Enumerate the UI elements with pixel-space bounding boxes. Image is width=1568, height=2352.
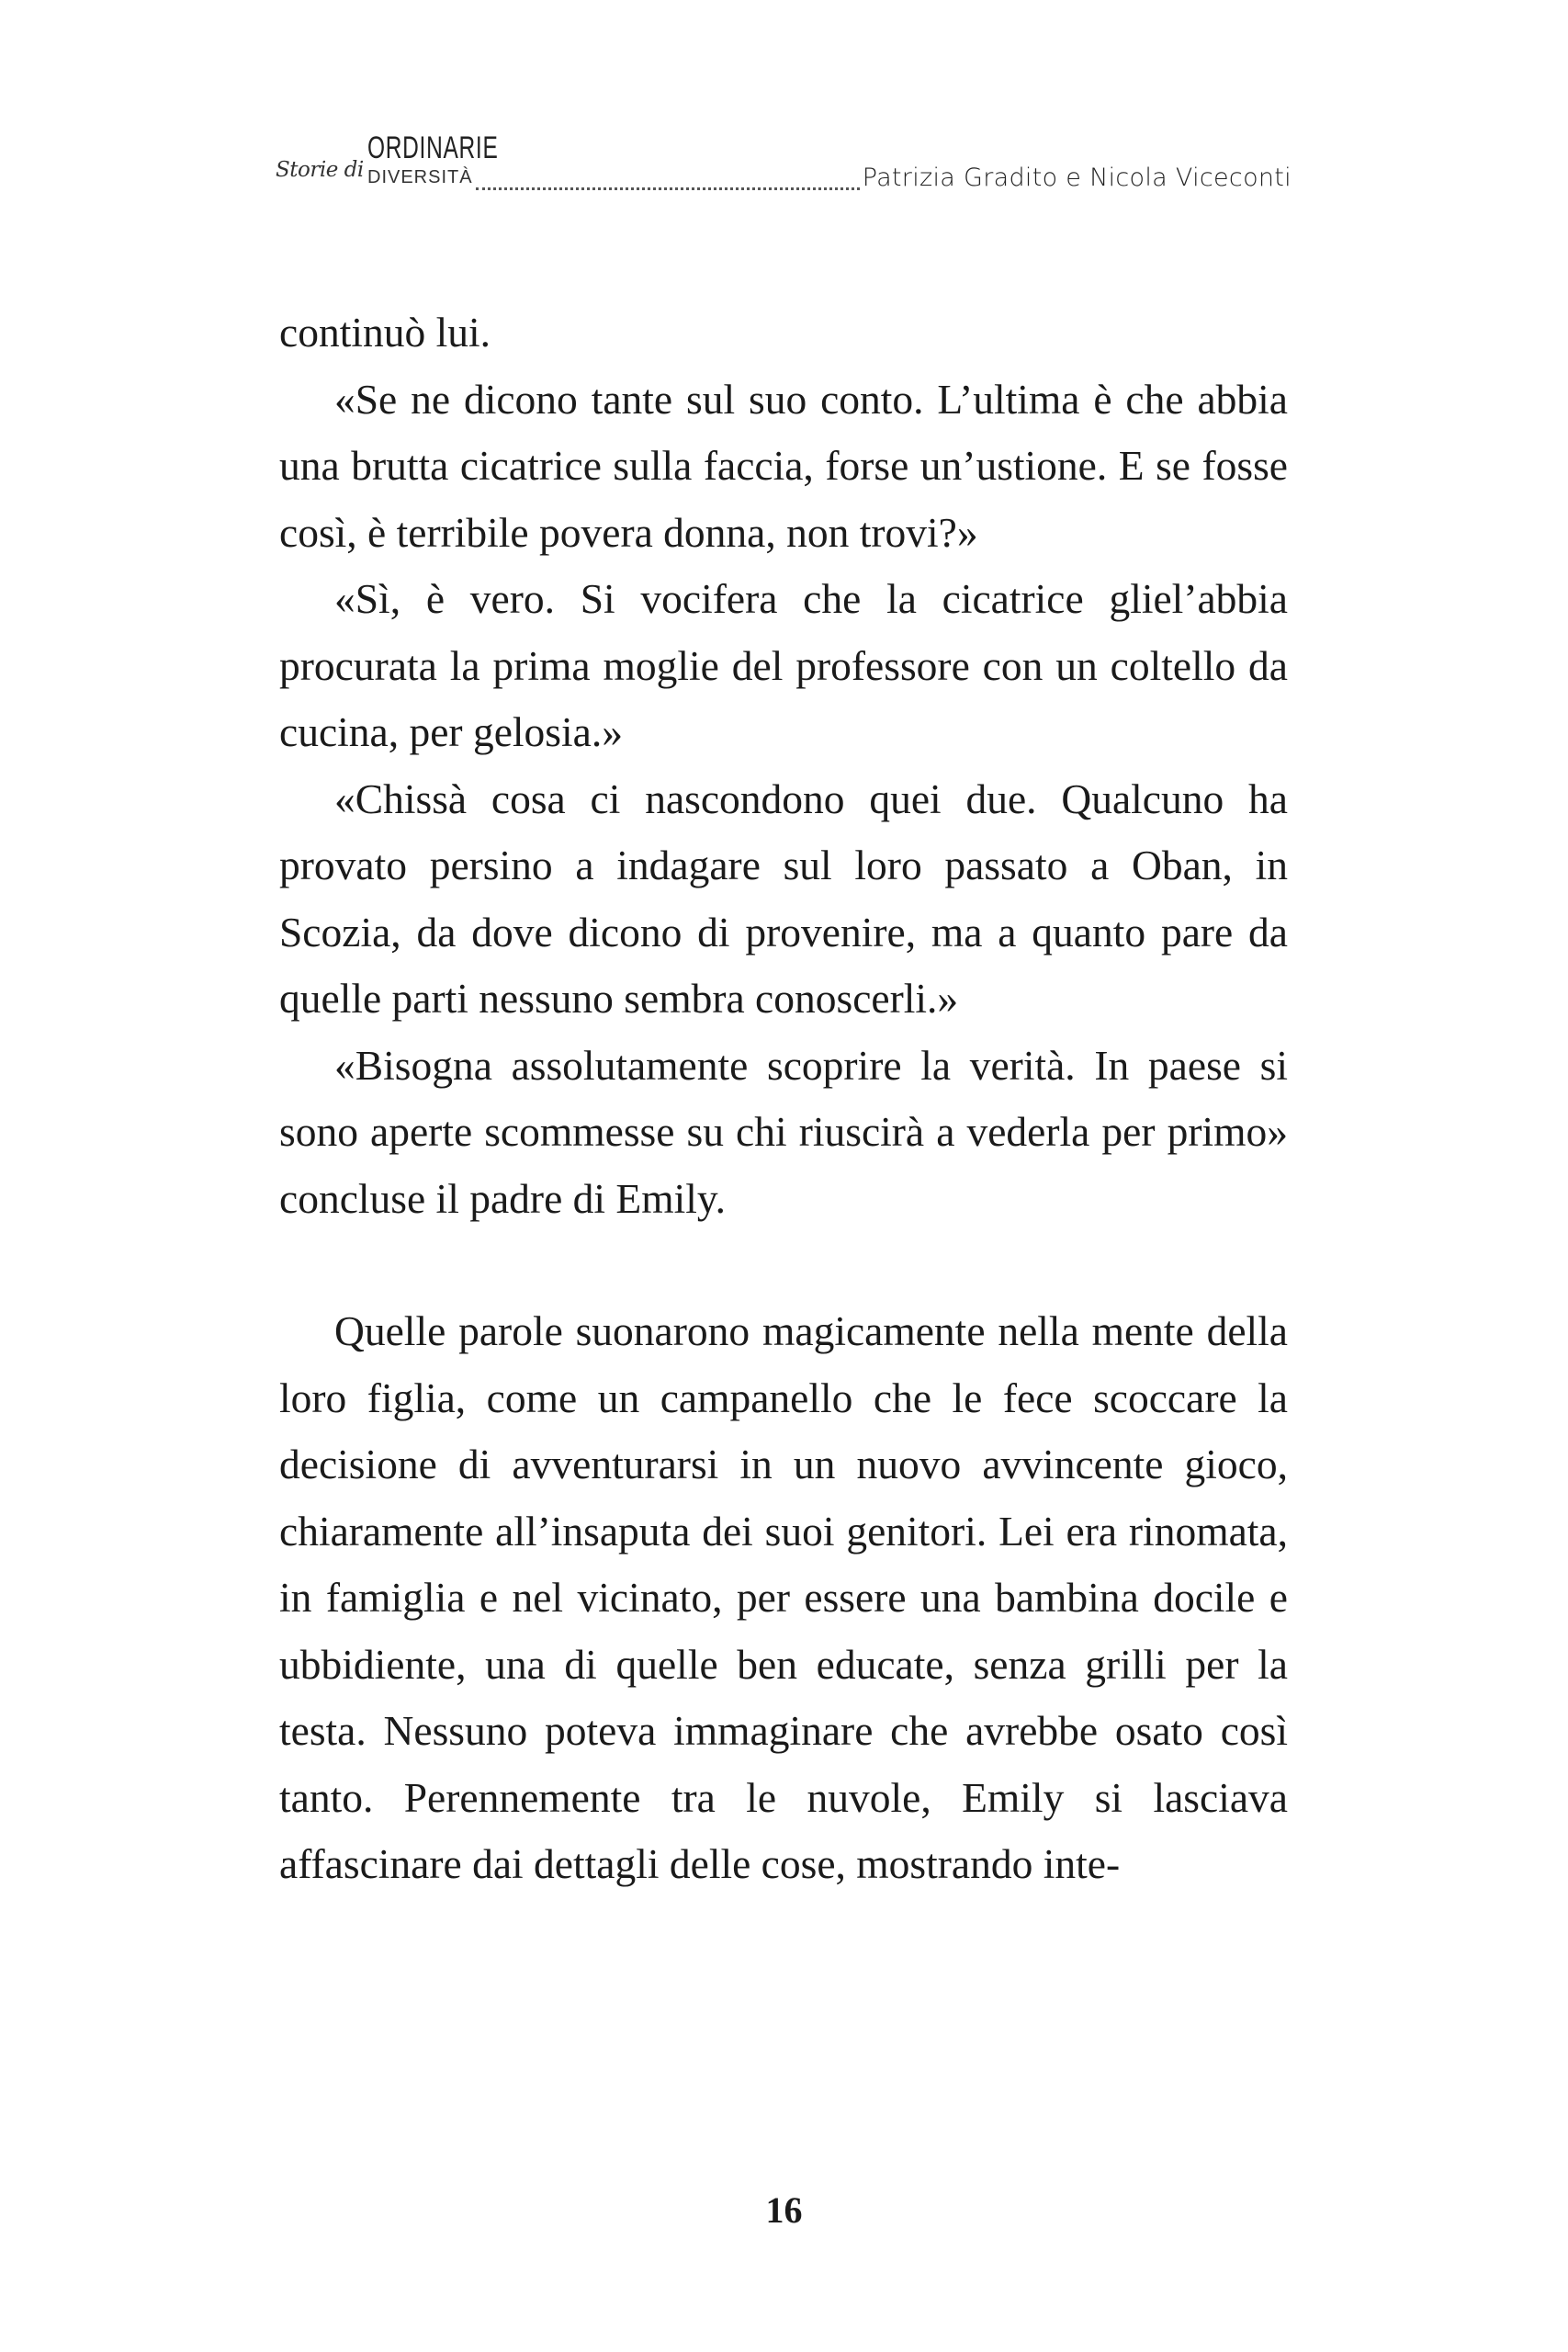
paragraph: «Bisogna assolutamente scoprire la verità. In paese si sono aperte scommesse su chi riuscirà a vederla per primo» concluse il padre di Emily. [279, 1041, 1288, 1222]
body-text [279, 300, 1288, 1898]
paragraph: continuò lui. [279, 309, 491, 356]
dotted-leader [476, 187, 860, 190]
running-header [276, 130, 1292, 195]
header-authors: Patrizia Gradito e Nicola Viceconti [862, 164, 1292, 192]
series-logo [276, 130, 499, 195]
series-title-top: ORDINARIE [367, 130, 499, 165]
paragraph: «Chissà cosa ci nascondono quei due. Qualcuno ha provato persino a indagare sul loro passato a Oban, in Scozia, da dove dicono di provenire, ma a quanto pare da quelle parti nessuno sembra conoscerli.» [279, 775, 1288, 1022]
series-prefix: Storie di [276, 158, 364, 182]
page-number: 16 [765, 2189, 803, 2231]
paragraph: «Se ne dicono tante sul suo conto. L’ultima è che abbia una brutta cicatrice sulla faccia, forse un’ustione. E se fosse così, è terribile povera donna, non trovi?» [279, 375, 1288, 556]
series-title-bottom: DIVERSITÀ [367, 167, 473, 187]
paragraph: «Sì, è vero. Si vocifera che la cicatrice gliel’abbia procurata la prima moglie del professore con un coltello da cucina, per gelosia.» [279, 575, 1288, 755]
paragraph: Quelle parole suonarono magicamente nella mente della loro figlia, come un campanello che le fece scoccare la decisione di avventurarsi in un nuovo avvincente gioco, chiaramente all’insaputa dei suoi genitori. Lei era rinomata, in famiglia e nel vicinato, per essere una bambina docile e ubbidiente, una di quelle ben educate, senza grilli per la testa. Nessuno poteva immaginare che avrebbe osato così tanto. Perennemente tra le nuvole, Emily si lasciava affascinare dai dettagli delle cose, mostrando inte- [279, 1307, 1288, 1887]
